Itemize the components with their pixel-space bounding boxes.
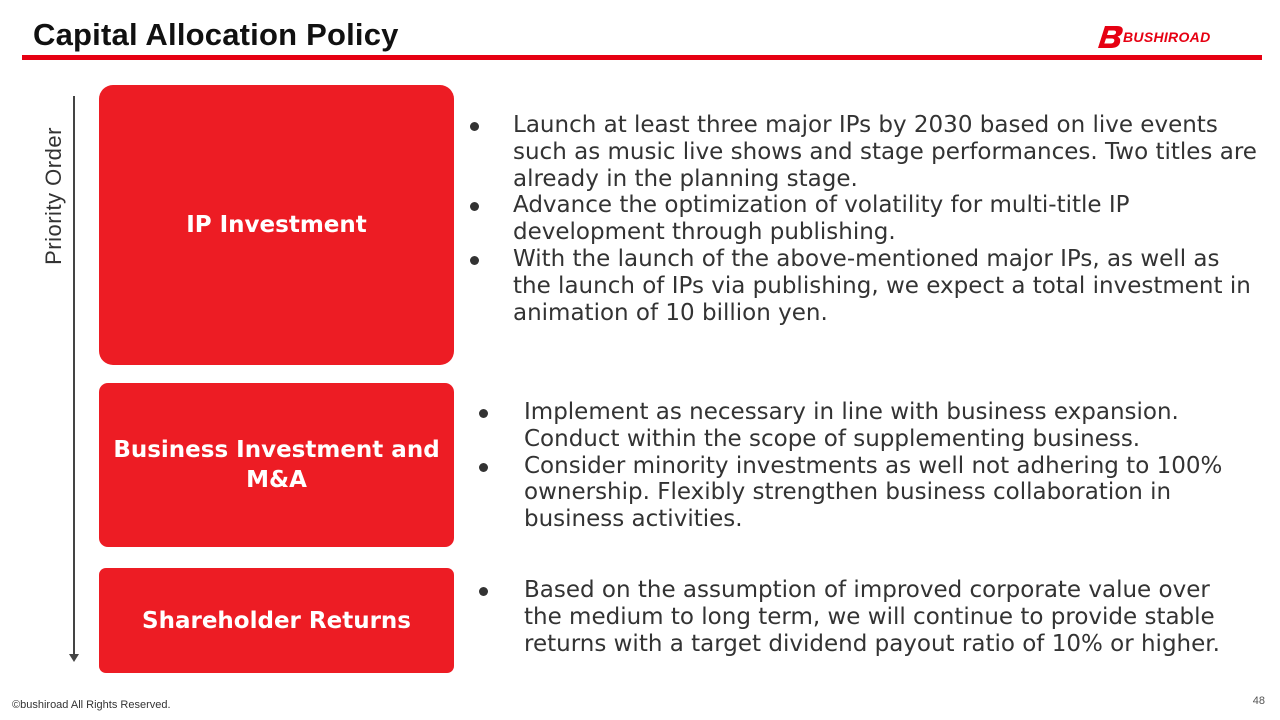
bullet-text: With the launch of the above-mentioned major IPs, as well as the launch of IPs via publishing, we expect a total investment in animation of 10 billion yen.: [513, 245, 1251, 326]
bullet-text: Based on the assumption of improved corporate value over the medium to long term, we will continue to provide stable returns with a target dividend payout ratio of 10% or higher.: [524, 577, 1220, 657]
ip-investment-bullets: [513, 112, 1258, 326]
bullet-item: [524, 453, 1254, 533]
bushiroad-logo: [1097, 24, 1210, 50]
bullet-text: Consider minority investments as well not adhering to 100% ownership. Flexibly strengthen business collaboration in business activities.: [524, 452, 1223, 533]
business-investment-box: Business Investment and M&A: [99, 383, 454, 547]
copyright-notice: ©bushiroad All Rights Reserved.: [12, 699, 171, 711]
bullet-dot-icon: [479, 463, 488, 472]
bullet-dot-icon: [470, 202, 479, 211]
bullet-item: [524, 399, 1254, 453]
priority-arrow-line: [73, 96, 75, 656]
bullet-item: [513, 246, 1258, 326]
title-divider: [22, 55, 1262, 60]
logo-text: BUSHIROAD: [1123, 29, 1211, 45]
down-arrow-icon: [69, 654, 79, 662]
bullet-text: Launch at least three major IPs by 2030 based on live events such as music live shows and stage performances. Two titles are already in the planning stage.: [513, 112, 1257, 192]
page-title: Capital Allocation Policy: [33, 17, 399, 52]
bullet-item: [524, 577, 1254, 657]
ip-investment-box: IP Investment: [99, 85, 454, 365]
bullet-dot-icon: [479, 587, 488, 596]
page-number: 48: [1252, 695, 1265, 707]
bullet-dot-icon: [470, 122, 479, 131]
bullet-item: [513, 192, 1258, 246]
business-investment-bullets: [524, 399, 1254, 533]
bullet-item: [513, 112, 1258, 192]
shareholder-returns-box: Shareholder Returns: [99, 568, 454, 673]
priority-order-label: Priority Order: [41, 127, 66, 265]
bullet-text: Implement as necessary in line with business expansion. Conduct within the scope of supplementing business.: [524, 399, 1179, 452]
shareholder-returns-bullets: [524, 577, 1254, 657]
bushiroad-b-icon: [1097, 24, 1125, 50]
bullet-dot-icon: [470, 256, 479, 265]
bullet-text: Advance the optimization of volatility for multi-title IP development through publishing.: [513, 192, 1130, 246]
bullet-dot-icon: [479, 409, 488, 418]
